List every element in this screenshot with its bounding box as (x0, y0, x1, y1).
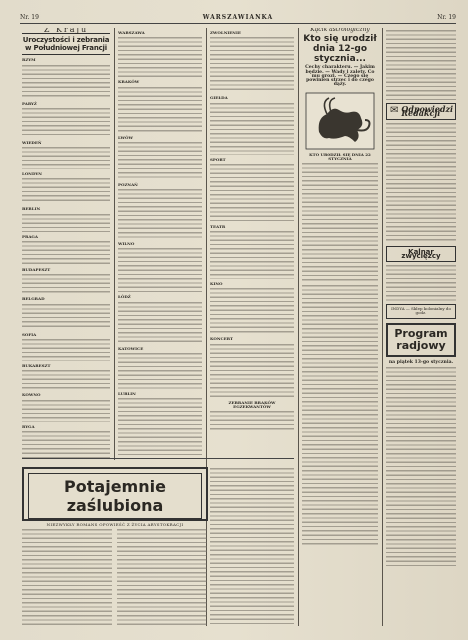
text-block (302, 427, 378, 547)
column-3 (210, 28, 294, 460)
text-block (22, 370, 110, 390)
text-block (386, 265, 456, 301)
subhead: WARSZAWA (118, 30, 145, 35)
serial-banner (22, 467, 208, 527)
astro-column-head: KTO UR0DZIŁ SIĘ DNIA 22 STYCZNIA (309, 151, 371, 162)
column-3-lower (210, 466, 294, 626)
subhead: LUBLIN (118, 391, 136, 397)
advertisement: INDYA — Sklep kolonialny do godz. (386, 304, 456, 319)
text-block (386, 30, 456, 100)
subhead: BUDAPESZT (22, 267, 51, 273)
column-2 (118, 28, 202, 460)
text-block (386, 123, 456, 243)
subhead: KOWNO (22, 392, 41, 398)
subhead: POZNAŃ (118, 181, 138, 187)
text-block (118, 398, 202, 458)
text-block (210, 164, 294, 222)
subhead: SOFIA (22, 331, 37, 337)
subhead: ŁÓDŹ (118, 294, 131, 300)
subhead: TEATR (210, 223, 226, 229)
radio-date: na piątek 13-go stycznia. (388, 359, 454, 365)
serial-subtitle: NIEZWYKŁY ROMANS OPOWIEŚĆ Z ŻYCIA ARYSTOKRACJI (46, 522, 184, 527)
text-block (22, 65, 110, 99)
subhead: GIEŁDA (210, 95, 228, 101)
text-block (22, 241, 110, 265)
subhead: LONDYN (22, 171, 42, 177)
page-header (20, 12, 456, 24)
text-block (22, 108, 110, 138)
subhead: WILNO (118, 241, 135, 247)
serial-text (22, 527, 208, 626)
serial-title: Potajemnie zaślubiona (28, 473, 202, 519)
text-block (386, 367, 456, 567)
text-block (22, 147, 110, 169)
column-rule (298, 28, 299, 626)
header-left: Nr. 19 (20, 14, 39, 21)
text-block (302, 285, 378, 425)
text-block (118, 302, 202, 344)
text-block (22, 214, 110, 232)
column-rule (114, 28, 115, 460)
header-right: Nr. 19 (437, 14, 456, 21)
text-block (210, 288, 294, 334)
section-rule (22, 458, 294, 459)
text-block (22, 339, 110, 361)
radio-title: Program radjowy (394, 326, 448, 352)
subhead: SPORT (210, 156, 226, 162)
text-block (118, 248, 202, 292)
column-5 (386, 28, 456, 626)
subhead: KATOWICE (118, 345, 144, 351)
text-block (210, 37, 294, 93)
text-block (210, 103, 294, 155)
article-title: Uroczystości i zebrania w Południowej Francji (22, 33, 110, 55)
editorial-answers-title: Odpowiedzi Redakcji (401, 104, 454, 119)
masthead: WARSZAWIANKA (202, 14, 274, 21)
text-block (118, 87, 202, 133)
subhead: RYGA (22, 423, 35, 429)
subhead: BERLIN (22, 206, 41, 212)
text-block (210, 231, 294, 279)
subhead: WIEDEŃ (22, 139, 42, 145)
subhead: KRAKÓW (118, 79, 140, 85)
subhead: BUKARESZT (22, 362, 51, 368)
column-4 (302, 28, 378, 626)
astro-title: Kto się urodził dnia 12-go stycznia... (303, 34, 377, 65)
text-block (302, 163, 378, 283)
text-block (118, 37, 202, 77)
text-block (22, 529, 112, 626)
text-block (210, 344, 294, 398)
text-block (210, 411, 294, 431)
text-block (22, 400, 110, 422)
capricorn-illustration (305, 92, 375, 150)
text-block (210, 468, 294, 626)
radio-program-box (386, 323, 456, 357)
text-block (22, 431, 110, 460)
text-block (117, 529, 207, 626)
column-1 (22, 28, 110, 460)
text-block (22, 304, 110, 330)
subhead: LWÓW (118, 134, 134, 140)
text-block (118, 189, 202, 239)
envelope-icon: ✉ (390, 105, 399, 117)
subhead: PRAGA (22, 233, 38, 239)
column-rule (382, 28, 383, 626)
subhead: ZEBRANIE BRAKÓW EGZEKWANTÓW (228, 399, 276, 410)
subhead: KONCERT (210, 336, 233, 342)
astro-caption: Kącik astrologiczny (310, 28, 370, 33)
subhead: ZWOLNIENIE (210, 30, 241, 35)
astro-subtitle: Cechy charakteru. — Jakim będzie. — Wady i zalety. Co mu grozi. — Czego się powinien strzec i do czego dąży. (305, 65, 375, 88)
kalnar-box (386, 246, 456, 263)
subhead: PARYŻ (22, 100, 37, 106)
text-block (22, 274, 110, 294)
editorial-answers-box (386, 103, 456, 120)
kalnar-title: Kalnar zwycięzcy (401, 247, 441, 260)
subhead: RZYM (22, 57, 36, 63)
text-block (118, 142, 202, 180)
text-block (118, 353, 202, 389)
subhead: BELGRAD (22, 296, 45, 302)
text-block (22, 178, 110, 204)
section-caption: Z Kraju (43, 28, 89, 34)
subhead: KINO (210, 281, 223, 287)
